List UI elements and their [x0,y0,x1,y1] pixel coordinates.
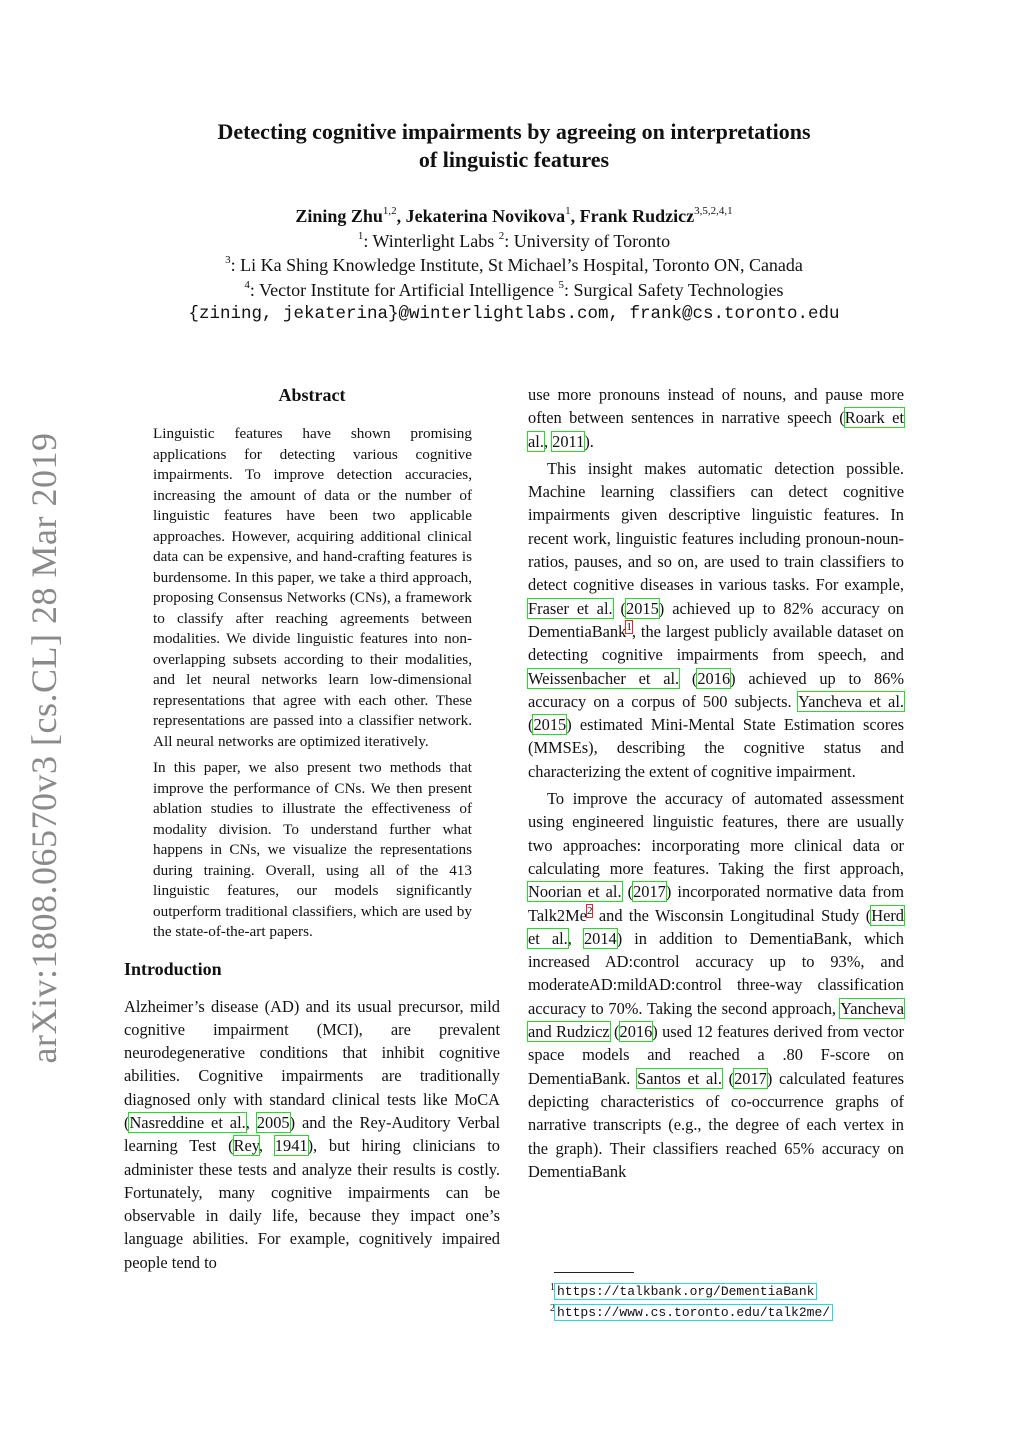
footnote-2-number: 2 [550,1303,555,1314]
citation-link[interactable]: 2016 [619,1022,653,1042]
right-column [528,383,904,1187]
text-run: , the largest publicly available dataset on detecting cognitive impairments from speech, and [528,621,904,665]
citation-link[interactable]: 2015 [533,715,567,735]
text-run: ) in addition to DementiaBank, which increased AD:control accuracy up to 93%, and moderateAD:mildAD:control three-way classification accuracy to 70%. Taking the second approach, [528,928,905,1018]
text-run: ( [621,882,634,902]
text-run: This insight makes automatic detection possible. Machine learning classifiers can detect cognitive impairments given descriptive linguistic features. In recent work, linguistic features including pronoun-noun-ratios, pauses, and so on, are used to train classifiers to detect cognitive diseases in various tasks. For example, [528,458,904,595]
text-run: ( [612,598,627,618]
arxiv-sidebar [8,432,80,1064]
author-2: Jekaterina Novikova [405,206,566,226]
text-run: , [258,1136,275,1156]
author-block [124,204,904,327]
affil-2-num: 2 [498,229,505,242]
right-paragraph-1 [528,383,904,453]
footnotes [528,1272,904,1321]
footnote-rule [554,1272,634,1273]
text-run: ( [528,715,534,735]
footnote-1 [528,1279,904,1300]
citation-link[interactable]: Santos et al. [637,1068,722,1088]
affil-4-num: 4 [244,278,250,291]
affil-4: Vector Institute for Artificial Intelligence [259,279,554,300]
author-3-affil: 3,5,2,4,1 [694,205,733,217]
affil-3: Li Ka Shing Knowledge Institute, St Michael’s Hospital, Toronto ON, Canada [240,255,803,275]
text-run: ) estimated Mini-Mental State Estimation scores (MMSEs), describing the cognitive status and characterizing the extent of cognitive impairment. [528,715,904,781]
text-run: ( [609,1022,620,1042]
text-run: ( [679,668,698,688]
citation-link[interactable]: 2011 [552,431,585,451]
author-3: Frank Rudzicz [579,206,695,226]
author-emails: {zining, jekaterina}@winterlightlabs.com, frank@cs.toronto.edu [188,304,840,324]
affil-1: Winterlight Labs [372,230,495,251]
title-line-2: of linguistic features [418,147,610,172]
arxiv-stamp: arXiv:1808.06570v3 [cs.CL] 28 Mar 2019 [24,432,64,1064]
citation-link[interactable]: Rey [233,1136,259,1156]
citation-link[interactable]: 2017 [633,882,666,902]
text-run: , [245,1112,257,1132]
citation-link[interactable]: 2015 [626,598,659,618]
text-run: ) achieved up to 86% accuracy on a corpus of 500 subjects. [528,668,905,711]
text-run: ) calculated features depicting characteristics of co-occurrence graphs of narrative transcripts (e.g., the degree of each vertex in the graph). Their classifiers reached 65% accuracy on DementiaBank [528,1068,904,1181]
text-run: ) achieved up to 82% accuracy on DementiaBank [528,598,904,641]
footnote-1-number: 1 [550,1282,555,1293]
footnote-2 [528,1300,904,1321]
citation-link[interactable]: Yancheva and Rudzicz [528,998,904,1042]
title-line-1: Detecting cognitive impairments by agreeing on interpretations [217,119,811,144]
text-run: ), but hiring clinicians to administer these tests and analyze their results is costly. Fortunately, many cognitive impairments can be observable in daily life, because they impact one’s language abilities. For example, cognitively impaired people tend to [124,1136,500,1272]
paper-title [124,118,904,174]
citation-link[interactable]: 2016 [697,668,731,688]
text-run: ). [584,431,594,451]
affil-1-num: 1 [357,229,364,242]
citation-link[interactable]: Roark et al. [528,408,904,451]
footnote-2-url[interactable]: https://www.cs.toronto.edu/talk2me/ [557,1305,831,1320]
text-run: ) and the Rey-Auditory Verbal learning Test ( [124,1112,500,1156]
affil-5: Surgical Safety Technologies [573,279,784,300]
abstract-heading: Abstract [278,385,346,405]
right-paragraph-3 [528,787,904,1183]
abstract-paragraph-2: In this paper, we also present two methods that improve the performance of CNs. We then present ablation studies to illustrate the effectiveness of modality division. To understand further what happens in CNs, we visualize the representations during training. Overall, using all of the 413 linguistic features, our models significantly outperform traditional classifiers, which are used by the state-of-the-art papers. [153,759,472,940]
left-column [124,383,500,1278]
text-run: , [567,928,584,948]
affiliation-line-3: $^4$: Vector Institute for Artificial Intelligence $^5$: Surgical Safety Technologies [244,278,784,300]
citation-link[interactable]: 2005 [256,1112,290,1132]
citation-link[interactable]: 1941 [274,1136,308,1156]
affiliation-line-2: $^3$: Li Ka Shing Knowledge Institute, St Michael’s Hospital, Toronto ON, Canada [225,254,803,275]
affil-2: University of Toronto [513,230,671,251]
affil-3-num: 3 [225,254,231,266]
citation-link[interactable]: Nasreddine et al. [129,1112,246,1132]
author-names: Zining Zhu$^{1,2}$, Jekaterina Novikova$^1$, Frank Rudzicz$^{3,5,2,4,1}$ [295,205,733,226]
abstract-body [124,424,500,943]
footnote-ref-2[interactable]: 2 [586,904,593,917]
abstract-paragraph-1: Linguistic features have shown promising applications for detecting various cognitive impairments. To improve detection accuracies, increasing the amount of data or the number of linguistic features have been two applicable approaches. However, acquiring additional clinical data can be expensive, and hand-crafting features is burdensome. In this paper, we take a third approach, proposing Consensus Networks (CNs), a framework to classify after reaching agreements between modalities. We divide linguistic features into non-overlapping subsets according to their modalities, and let neural networks learn low-dimensional representations that agree with each other. These representations are passed into a classifier network. All neural networks are optimized iteratively. [153,425,472,750]
author-1: Zining Zhu [295,206,383,226]
text-run: To improve the accuracy of automated assessment using engineered linguistic features, there are usually two approaches: incorporating more clinical data or calculating more features. Taking the first approach, [528,789,904,878]
footnote-ref-1[interactable]: 1 [626,620,632,633]
citation-link[interactable]: 2014 [583,928,617,948]
footnote-1-url[interactable]: https://talkbank.org/DementiaBank [557,1284,815,1299]
citation-link[interactable]: Yancheva et al. [798,691,904,711]
text-run: , [543,431,553,451]
text-run: ) incorporated normative data from Talk2Me [528,882,904,925]
intro-paragraph-1 [124,995,500,1275]
text-run: ( [721,1068,735,1088]
affil-5-num: 5 [558,278,564,291]
introduction-heading: Introduction [124,958,222,979]
right-column-body [528,383,904,1183]
introduction-body [124,995,500,1275]
author-2-affil: 1 [565,205,571,217]
citation-link[interactable]: Fraser et al. [528,598,613,618]
text-run: and the Wisconsin Longitudinal Study ( [592,905,872,925]
citation-link[interactable]: Noorian et al. [528,882,622,902]
affiliation-line-1: $^1$: Winterlight Labs $^2$: University of Toronto [357,229,671,251]
text-run: Alzheimer’s disease (AD) and its usual precursor, mild cognitive impairment (MCI), are prevalent neurodegenerative conditions that inhibit cognitive abilities. Cognitive impairments are traditionally diagnosed only with standard clinical tests like MoCA ( [124,996,500,1132]
citation-link[interactable]: Weissenbacher et al. [528,668,680,688]
author-1-affil: 1,2 [382,205,397,217]
text-run: ) used 12 features derived from vector space models and reached a .80 F-score on DementiaBank. [528,1022,904,1088]
right-paragraph-2 [528,457,904,783]
text-run: use more pronouns instead of nouns, and pause more often between sentences in narrative speech ( [528,385,904,428]
citation-link[interactable]: Herd et al. [528,905,904,948]
citation-link[interactable]: 2017 [734,1068,767,1088]
